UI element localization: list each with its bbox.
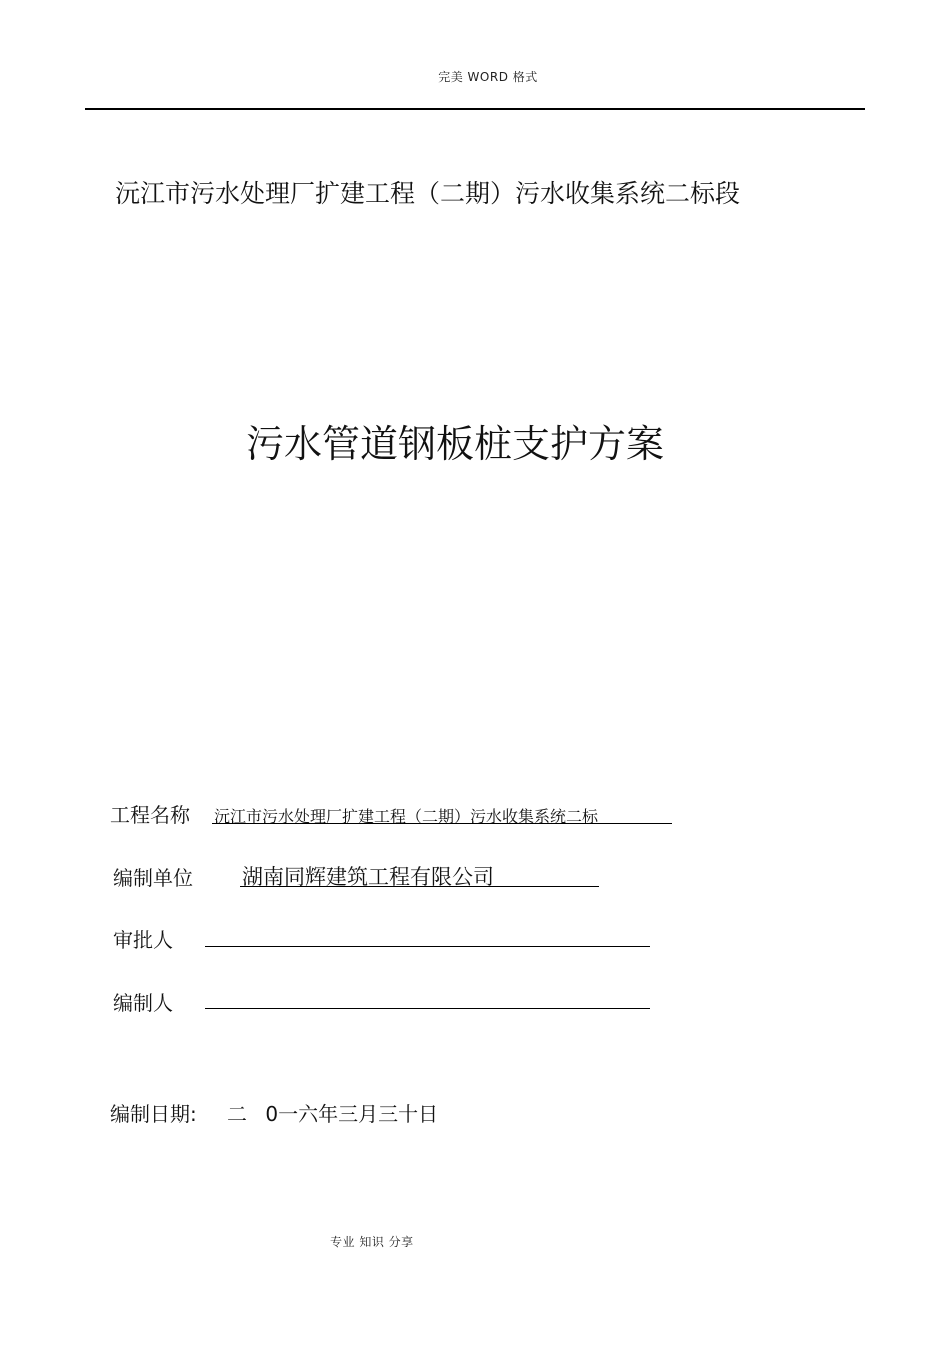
author-label: 编制人: [113, 991, 173, 1015]
page-header: 完美 WORD 格式: [438, 70, 538, 84]
approver-underline: [205, 946, 650, 947]
author-underline: [205, 1008, 650, 1009]
unit-label: 编制单位: [113, 866, 193, 890]
project-name-label: 工程名称: [110, 803, 190, 827]
approver-label: 审批人: [113, 928, 173, 952]
project-name-underline: [212, 823, 672, 824]
header-divider: [85, 108, 865, 110]
unit-underline: [240, 886, 599, 887]
project-name-value: 沅江市污水处理厂扩建工程（二期）污水收集系统二标: [214, 807, 599, 826]
document-title: 污水管道钢板桩支护方案: [246, 422, 665, 466]
project-title: 沅江市污水处理厂扩建工程（二期）污水收集系统二标段: [115, 179, 741, 208]
date-label: 编制日期:: [110, 1102, 197, 1126]
date-value: 二 0一六年三月三十日: [227, 1102, 439, 1126]
page-footer: 专业 知识 分享: [330, 1235, 414, 1249]
unit-value: 湖南同辉建筑工程有限公司: [242, 865, 494, 889]
